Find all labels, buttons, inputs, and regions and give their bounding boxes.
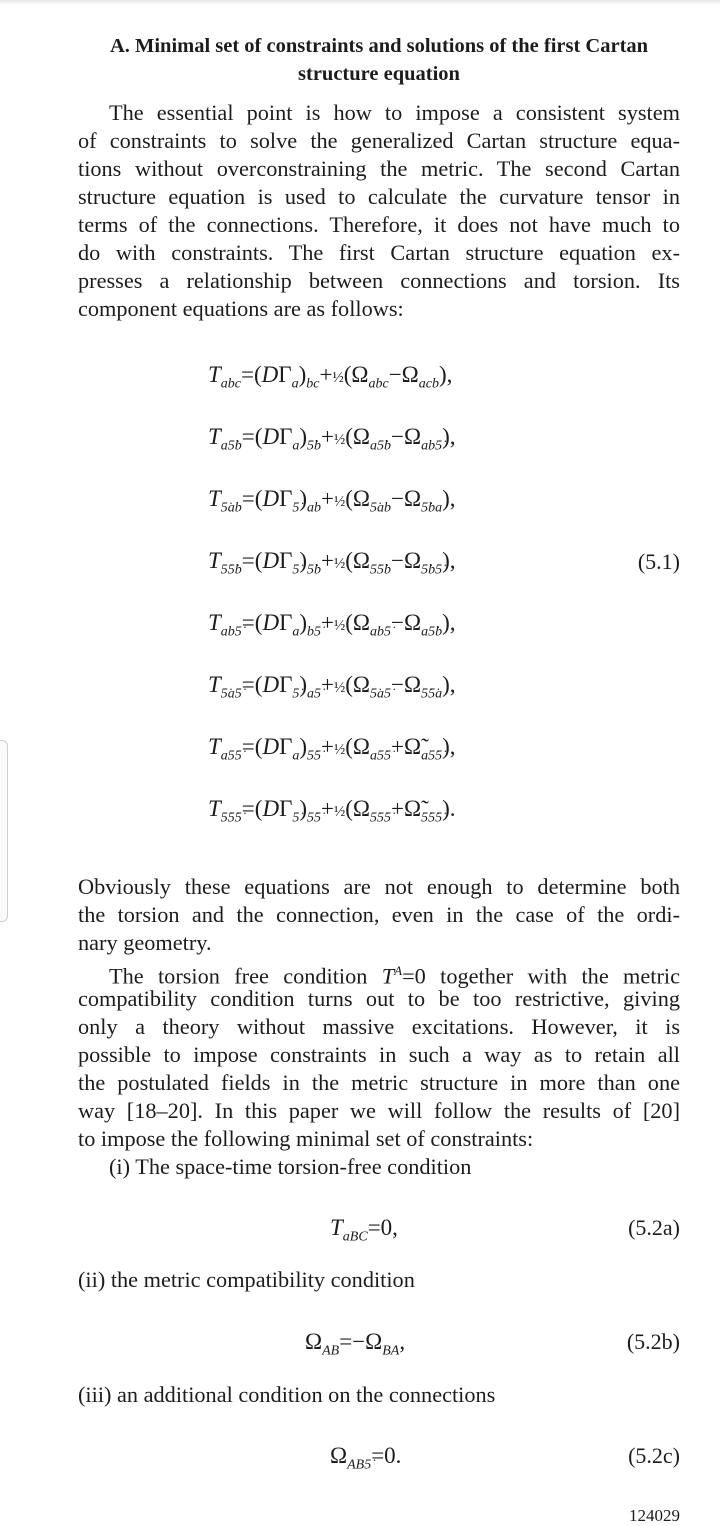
- equation-number-5-2b: (5.2b): [626, 1329, 680, 1354]
- text-line: the postulated fields in the metric structure in more than one: [78, 1070, 680, 1095]
- text-line: only a theory without massive excitations. However, it is: [78, 1014, 680, 1039]
- equation-line-5-1-6: $T_{5̇a5̇}=(D\Gamma_{5̇})_{a5̇}+\frac{1}{2}(\Omega_{5̇a5̇}-\Omega_{5̇5̇a})$,: [208, 672, 456, 702]
- text-line: nary geometry.: [78, 930, 212, 955]
- section-title-line-2: structure equation: [298, 63, 460, 85]
- equation-line-5-1-7: $T_{a5̇5̇}=(D\Gamma_a)_{5̇5̇}+\frac{1}{2}(\Omega_{a5̇5̇}+\Omegã_{a5̇5̇})$,: [208, 734, 456, 764]
- text-line: way [18–20]. In this paper we will follow the results of [20]: [78, 1098, 680, 1123]
- text-line: The torsion free condition $T^A=0$ together with the metric: [109, 963, 680, 989]
- equation-number-5-2a: (5.2a): [628, 1215, 680, 1240]
- text-line: of constraints to solve the generalized Cartan structure equa-: [78, 128, 680, 153]
- equation-line-5-1-8: $T_{5̇5̇5̇}=(D\Gamma_{5̇})_{5̇5̇}+\frac{1}{2}(\Omega_{5̇5̇5̇}+\Omegã_{5̇5̇5̇})$.: [208, 796, 456, 826]
- equation-5-2a: $T_{aBC}=0$,: [330, 1215, 398, 1245]
- text-line: do with constraints. The first Cartan structure equation ex-: [78, 240, 680, 265]
- text-line: component equations are as follows:: [78, 296, 404, 321]
- text-line: to impose the following minimal set of constraints:: [78, 1126, 534, 1151]
- equation-number-5-2c: (5.2c): [628, 1443, 680, 1468]
- equation-line-5-1-1: $T_{abc}=(D\Gamma_a)_{bc}+\frac{1}{2}(\Omega_{abc}-\Omega_{acb})$,: [208, 362, 453, 392]
- text-line: possible to impose constraints in such a way as to retain all: [78, 1042, 680, 1067]
- text-line: presses a relationship between connections and torsion. Its: [78, 268, 680, 293]
- text-line: structure equation is used to calculate the curvature tensor in: [78, 184, 680, 209]
- equation-5-2c: $\Omega_{AB5̇}=0$.: [330, 1443, 402, 1473]
- text-line: Obviously these equations are not enough to determine both: [78, 874, 680, 899]
- equation-line-5-1-2: $T_{a5̇b}=(D\Gamma_a)_{5̇b}+\frac{1}{2}(\Omega_{a5̇b}-\Omega_{ab5̇})$,: [208, 424, 456, 454]
- side-scroll-handle[interactable]: [0, 740, 8, 922]
- list-item-iii: (iii) an additional condition on the connections: [78, 1382, 496, 1407]
- text-line: compatibility condition turns out to be too restrictive, giving: [78, 986, 680, 1011]
- page-number: 124029: [629, 1506, 680, 1525]
- equation-line-5-1-5: $T_{ab5̇}=(D\Gamma_a)_{b5̇}+\frac{1}{2}(\Omega_{ab5̇}-\Omega_{a5̇b})$,: [208, 610, 456, 640]
- list-item-i: (i) The space-time torsion-free condition: [109, 1154, 472, 1179]
- equation-number-5-1: (5.1): [637, 549, 680, 574]
- section-title-line-1: A. Minimal set of constraints and solutions of the first Cartan: [109, 35, 649, 57]
- top-edge: [0, 0, 720, 5]
- equation-line-5-1-3: $T_{5̇ab}=(D\Gamma_{5̇})_{ab}+\frac{1}{2}(\Omega_{5̇ab}-\Omega_{5̇ba})$,: [208, 486, 456, 516]
- text-line: The essential point is how to impose a consistent system: [109, 100, 680, 125]
- text-line: tions without overconstraining the metric. The second Cartan: [78, 156, 680, 181]
- equation-line-5-1-4: $T_{5̇5̇b}=(D\Gamma_{5̇})_{5̇b}+\frac{1}{2}(\Omega_{5̇5̇b}-\Omega_{5̇b5̇})$,: [208, 548, 456, 578]
- list-item-ii: (ii) the metric compatibility condition: [78, 1267, 415, 1292]
- text-line: the torsion and the connection, even in the case of the ordi-: [78, 902, 680, 927]
- text-line: terms of the connections. Therefore, it does not have much to: [78, 212, 680, 237]
- equation-5-2b: $\Omega_{AB}=-\Omega_{BA}$,: [305, 1329, 406, 1359]
